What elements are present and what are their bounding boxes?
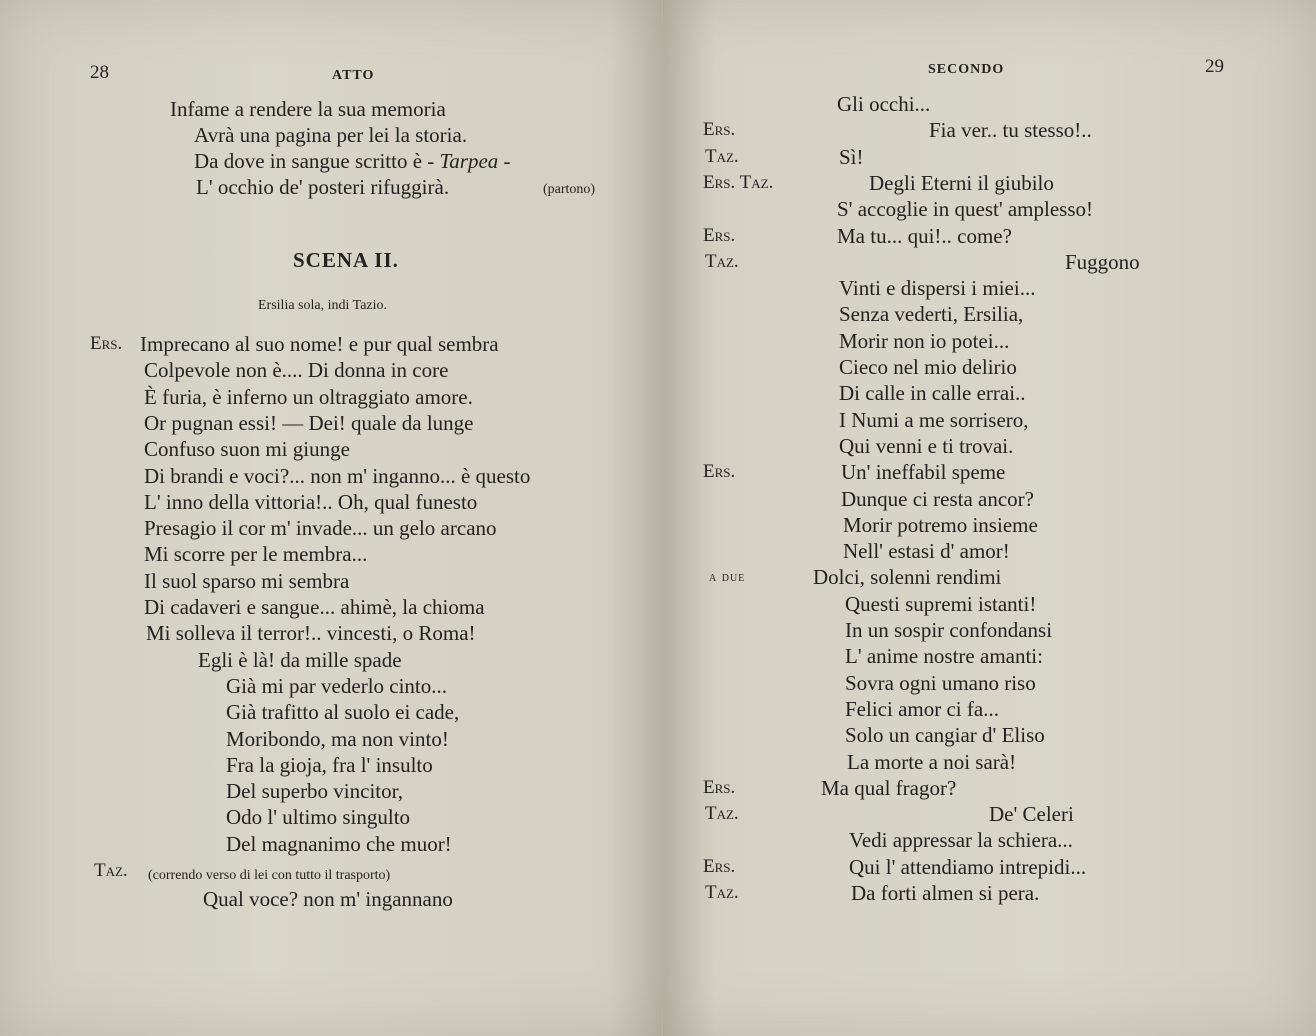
verse-line: Degli Eterni il giubilo — [869, 171, 1054, 195]
verse-line: Già trafitto al suolo ei cade, — [226, 700, 460, 724]
verse-line: Qual voce? non m' ingannano — [203, 887, 453, 911]
verse-line: Imprecano al suo nome! e pur qual sembra — [140, 332, 499, 356]
verse-line: Gli occhi... — [837, 92, 931, 116]
verse-line: Fra la gioja, fra l' insulto — [226, 753, 433, 777]
verse-line: L' inno della vittoria!.. Oh, qual funesto — [144, 490, 478, 514]
verse-line: Un' ineffabil speme — [841, 460, 1006, 484]
verse-line: L' anime nostre amanti: — [845, 644, 1043, 668]
speaker-label: Ers. — [703, 777, 736, 798]
speaker-label: Taz. — [705, 882, 739, 903]
page-number-right: 29 — [1205, 56, 1224, 77]
verse-line: Da dove in sangue scritto è - Tarpea - — [194, 149, 511, 173]
speaker-label: Taz. — [705, 251, 739, 272]
speaker-label: Ers. — [703, 225, 736, 246]
verse-line: Questi supremi istanti! — [845, 592, 1037, 616]
speaker-label: Ers. — [703, 461, 736, 482]
speaker-taz: Taz. — [94, 860, 128, 881]
verse-line: Avrà una pagina per lei la storia. — [194, 123, 468, 147]
stage-direction-partono: (partono) — [543, 182, 596, 197]
verse-line: I Numi a me sorrisero, — [839, 408, 1029, 432]
speaker-label: Ers. — [703, 119, 736, 140]
tarpea-italic: Tarpea - — [439, 149, 511, 173]
verse-line: Morir potremo insieme — [843, 513, 1038, 537]
verse-line: Di calle in calle errai.. — [839, 381, 1026, 405]
scene-title: SCENA II. — [293, 248, 399, 272]
verse-line: Ma tu... qui!.. come? — [837, 224, 1012, 248]
verse-line: Infame a rendere la sua memoria — [170, 97, 446, 121]
verse-line: Del magnanimo che muor! — [226, 832, 452, 856]
verse-line: Mi scorre per le membra... — [144, 542, 368, 566]
verse-line: Nell' estasi d' amor! — [843, 539, 1010, 563]
verse-line: Da forti almen si pera. — [851, 881, 1040, 905]
verse-line: Or pugnan essi! — Dei! quale da lunge — [144, 411, 474, 435]
speaker-ers: Ers. — [90, 333, 123, 354]
running-head-left: ATTO — [332, 68, 375, 83]
running-head-right: SECONDO — [928, 62, 1005, 77]
speaker-label: Ers. Taz. — [703, 172, 774, 193]
verse-line: Solo un cangiar d' Eliso — [845, 723, 1045, 747]
verse-line: Confuso suon mi giunge — [144, 437, 350, 461]
verse-line: Vinti e dispersi i miei... — [839, 276, 1036, 300]
verse-line: Senza vederti, Ersilia, — [839, 302, 1024, 326]
verse-line: Morir non io potei... — [839, 329, 1010, 353]
scene-persons: Ersilia sola, indi Tazio. — [258, 298, 388, 313]
verse-line: L' occhio de' posteri rifuggirà. — [196, 175, 450, 199]
speaker-label: Ers. — [703, 856, 736, 877]
verse-line: Il suol sparso mi sembra — [144, 569, 350, 593]
verse-line: Egli è là! da mille spade — [198, 648, 402, 672]
verse-line: Di cadaveri e sangue... ahimè, la chioma — [144, 595, 485, 619]
verse-line: Cieco nel mio delirio — [839, 355, 1017, 379]
verse-line: Qui venni e ti trovai. — [839, 434, 1014, 458]
page-number-left: 28 — [90, 62, 109, 83]
stage-direction-taz: (correndo verso di lei con tutto il trasporto) — [148, 868, 391, 883]
verse-line: Ma qual fragor? — [821, 776, 957, 800]
verse-line: Qui l' attendiamo intrepidi... — [849, 855, 1087, 879]
verse-line: È furia, è inferno un oltraggiato amore. — [144, 385, 473, 409]
verse-line: Sovra ogni umano riso — [845, 671, 1036, 695]
verse-line: In un sospir confondansi — [845, 618, 1053, 642]
verse-line: Dolci, solenni rendimi — [813, 565, 1002, 589]
verse-line: La morte a noi sarà! — [847, 750, 1017, 774]
verse-line: Colpevole non è.... Di donna in core — [144, 358, 449, 382]
verse-line: Felici amor ci fa... — [845, 697, 999, 721]
verse-line: Mi solleva il terror!.. vincesti, o Roma! — [146, 621, 476, 645]
speaker-label: Taz. — [705, 146, 739, 167]
verse-line: Moribondo, ma non vinto! — [226, 727, 449, 751]
verse-line: Odo l' ultimo singulto — [226, 805, 411, 829]
verse-line: Fuggono — [1065, 250, 1140, 274]
right-page — [663, 0, 1316, 1036]
speaker-label: Taz. — [705, 803, 739, 824]
verse-line: Del superbo vincitor, — [226, 779, 404, 803]
verse-line: Presagio il cor m' invade... un gelo arcano — [144, 516, 497, 540]
verse-line: S' accoglie in quest' amplesso! — [837, 197, 1094, 221]
verse-line: Fia ver.. tu stesso!.. — [929, 118, 1092, 142]
verse-line: Sì! — [839, 145, 864, 169]
verse-line: Di brandi e voci?... non m' inganno... è questo — [144, 464, 531, 488]
verse-line: Vedi appressar la schiera... — [849, 828, 1073, 852]
verse-line: Dunque ci resta ancor? — [841, 487, 1034, 511]
speaker-label: a due — [709, 570, 746, 585]
verse-line: De' Celeri — [989, 802, 1074, 826]
verse-line: Già mi par vederlo cinto... — [226, 674, 448, 698]
